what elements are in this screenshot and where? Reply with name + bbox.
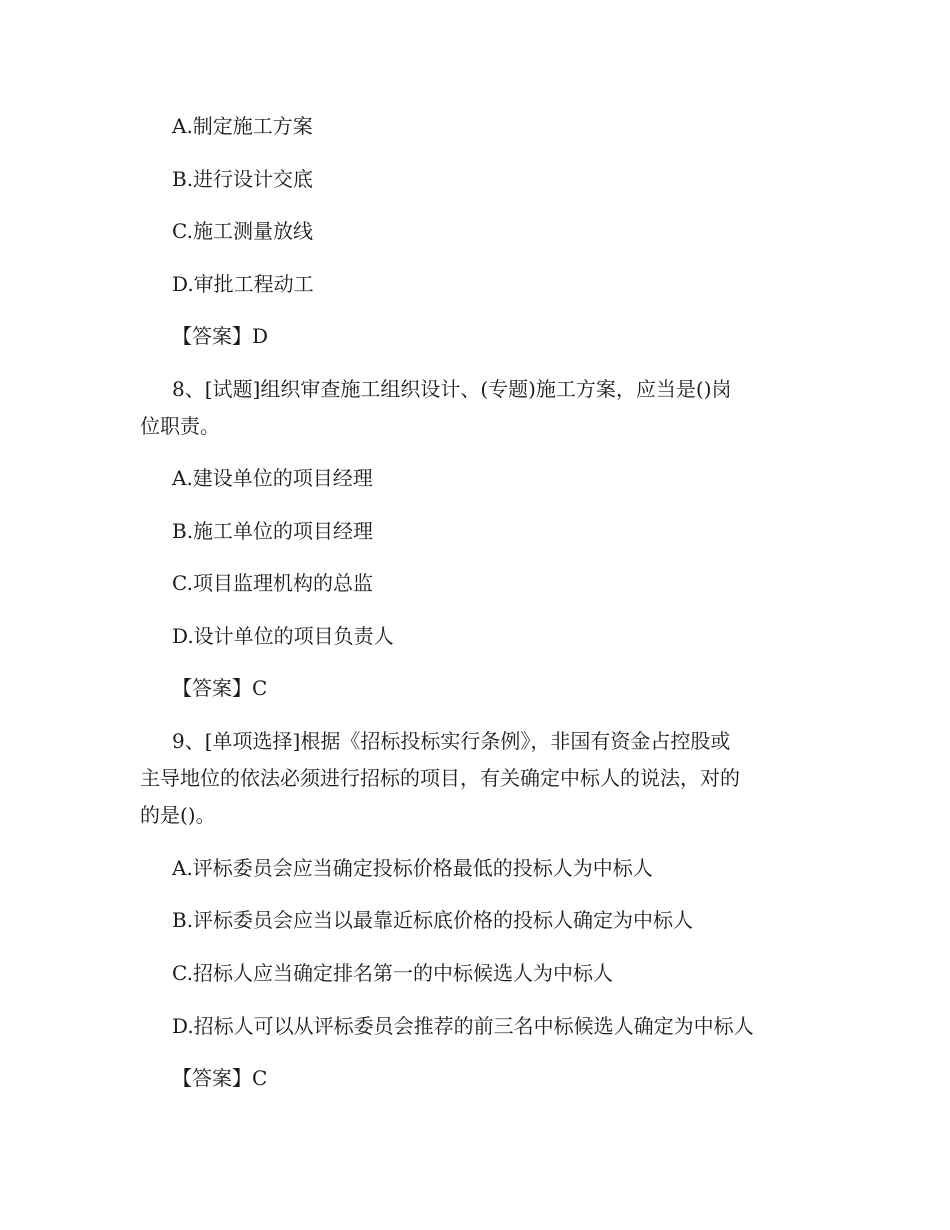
q8-stem-line-1: 8、[试题]组织审查施工组织设计、(专题)施工方案，应当是()岗: [172, 377, 732, 401]
q8-option-c: C.项目监理机构的总监: [172, 571, 373, 595]
q9-stem-line-2: 主导地位的依法必须进行招标的项目，有关确定中标人的说法，对的: [140, 766, 740, 790]
q8-option-a: A.建设单位的项目经理: [172, 466, 373, 490]
q8-option-d: D.设计单位的项目负责人: [172, 624, 394, 648]
q9-option-d: D.招标人可以从评标委员会推荐的前三名中标候选人确定为中标人: [172, 1014, 754, 1038]
q7-answer: 【答案】D: [172, 324, 269, 348]
q7-option-d: D.审批工程动工: [172, 272, 314, 296]
q9-answer: 【答案】C: [172, 1066, 268, 1090]
q7-option-c: C.施工测量放线: [172, 219, 313, 243]
q7-option-b: B.进行设计交底: [172, 167, 314, 191]
q8-option-b: B.施工单位的项目经理: [172, 519, 374, 543]
q9-option-b: B.评标委员会应当以最靠近标底价格的投标人确定为中标人: [172, 908, 694, 932]
q8-answer: 【答案】C: [172, 676, 268, 700]
q9-option-a: A.评标委员会应当确定投标价格最低的投标人为中标人: [172, 856, 653, 880]
q7-option-a: A.制定施工方案: [172, 114, 313, 138]
q9-option-c: C.招标人应当确定排名第一的中标候选人为中标人: [172, 961, 613, 985]
q9-stem-line-3: 的是()。: [140, 803, 216, 827]
q8-stem-line-2: 位职责。: [140, 414, 220, 438]
q9-stem-line-1: 9、[单项选择]根据《招标投标实行条例》，非国有资金占控股或: [172, 729, 731, 753]
